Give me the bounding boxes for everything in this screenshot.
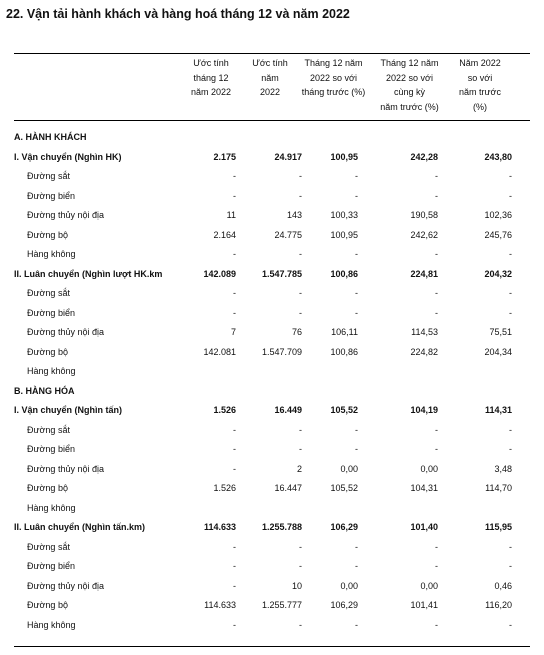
header-line: 2022 xyxy=(259,87,281,97)
table-row xyxy=(0,597,544,615)
cell-col-1: - xyxy=(233,249,236,259)
table-row xyxy=(0,500,544,518)
cell-col-1: 142.089 xyxy=(203,268,236,279)
cell-col-2: - xyxy=(299,541,302,552)
cell-col-3: - xyxy=(355,288,358,298)
table-row xyxy=(0,363,544,381)
cell-col-2: - xyxy=(299,424,302,435)
table-row xyxy=(0,344,544,362)
table-row xyxy=(0,519,544,537)
table-row xyxy=(0,539,544,557)
cell-col-4: - xyxy=(435,619,438,630)
table-row xyxy=(0,422,544,440)
row-label: Đường biển xyxy=(27,190,75,201)
cell-col-2: 16.449 xyxy=(274,405,302,415)
header-line: tháng trước (%) xyxy=(301,87,366,97)
cell-col-1: - xyxy=(233,190,236,201)
cell-col-4: - xyxy=(435,307,438,318)
cell-col-4: - xyxy=(435,541,438,552)
cell-col-3: 100,33 xyxy=(330,210,358,220)
cell-col-1: 11 xyxy=(226,210,236,220)
row-label: Hàng không xyxy=(27,502,76,513)
cell-col-5: 243,80 xyxy=(484,151,512,162)
cell-col-1: - xyxy=(233,580,236,591)
header-col-1 xyxy=(178,56,244,100)
row-label: Đường bộ xyxy=(27,483,68,493)
cell-col-4: - xyxy=(435,444,438,454)
cell-col-5: 204,32 xyxy=(484,268,512,279)
cell-col-5: 0,46 xyxy=(494,580,512,591)
cell-col-1: - xyxy=(233,307,236,318)
cell-col-3: 100,86 xyxy=(330,268,358,279)
cell-col-2: 1.255.777 xyxy=(261,600,302,610)
table-row xyxy=(0,266,544,284)
row-label: Hàng không xyxy=(27,249,76,259)
row-label: Đường thủy nội địa xyxy=(27,463,104,474)
cell-col-5: 75,51 xyxy=(489,327,512,337)
cell-col-5: - xyxy=(509,288,512,298)
cell-col-2: - xyxy=(299,190,302,201)
row-label: Đường sắt xyxy=(27,171,70,181)
header-line: Năm 2022 xyxy=(459,58,501,68)
cell-col-5: 245,76 xyxy=(484,229,512,240)
cell-col-4: 190,58 xyxy=(410,210,438,220)
cell-col-1: - xyxy=(233,288,236,298)
cell-col-5: - xyxy=(509,444,512,454)
row-label: Đường bộ xyxy=(27,346,68,357)
cell-col-2: - xyxy=(299,444,302,454)
cell-col-5: - xyxy=(509,307,512,318)
cell-col-2: - xyxy=(299,171,302,181)
cell-col-2: 1.547.785 xyxy=(261,268,302,279)
header-line: 2022 so với xyxy=(386,72,433,83)
cell-col-4: - xyxy=(435,249,438,259)
cell-col-2: 24.917 xyxy=(274,151,302,162)
row-label: Đường thủy nội địa xyxy=(27,210,104,220)
table-row xyxy=(0,305,544,323)
table-row xyxy=(0,285,544,303)
header-line: năm trước (%) xyxy=(380,101,439,112)
row-label: Đường thủy nội địa xyxy=(27,580,104,591)
cell-col-3: 106,29 xyxy=(330,600,358,610)
table-row xyxy=(0,207,544,225)
header-line: năm trước xyxy=(459,87,501,97)
cell-col-4: 104,31 xyxy=(410,483,438,493)
cell-col-4: 104,19 xyxy=(410,405,438,415)
cell-col-3: - xyxy=(355,190,358,201)
row-label: A. HÀNH KHÁCH xyxy=(14,132,87,142)
cell-col-2: 24.775 xyxy=(274,229,302,240)
cell-col-4: 242,28 xyxy=(410,151,438,162)
cell-col-5: 102,36 xyxy=(484,210,512,220)
cell-col-2: - xyxy=(299,619,302,630)
page-title: 22. Vận tải hành khách và hàng hoá tháng 12 và năm 2022 xyxy=(6,7,350,21)
row-label: B. HÀNG HÓA xyxy=(14,385,75,396)
cell-col-2: 1.547.709 xyxy=(261,346,302,357)
row-label: Đường bộ xyxy=(27,229,68,240)
header-line: (%) xyxy=(473,101,487,112)
cell-col-5: 115,95 xyxy=(484,522,512,532)
cell-col-4: - xyxy=(435,424,438,435)
row-label: I. Vận chuyển (Nghìn HK) xyxy=(14,151,122,162)
cell-col-3: 100,95 xyxy=(330,229,358,240)
table-top-rule xyxy=(14,53,530,54)
table-row xyxy=(0,168,544,186)
cell-col-1: 7 xyxy=(230,327,236,337)
cell-col-1: 1.526 xyxy=(213,405,236,415)
cell-col-4: 242,62 xyxy=(410,229,438,240)
table-row xyxy=(0,558,544,576)
table-row xyxy=(0,578,544,596)
cell-col-4: - xyxy=(435,190,438,201)
header-line: so với xyxy=(467,72,493,83)
cell-col-5: - xyxy=(509,171,512,181)
cell-col-4: - xyxy=(435,561,438,571)
cell-col-2: - xyxy=(299,249,302,259)
table-row xyxy=(0,246,544,264)
row-label: Đường biển xyxy=(27,444,75,454)
header-line: Tháng 12 năm xyxy=(380,58,439,68)
cell-col-4: 224,81 xyxy=(410,268,438,279)
cell-col-3: 100,86 xyxy=(330,346,358,357)
cell-col-2: 143 xyxy=(286,210,302,220)
cell-col-3: 0,00 xyxy=(340,580,358,591)
table-row xyxy=(0,441,544,459)
cell-col-5: 3,48 xyxy=(494,463,512,474)
cell-col-1: - xyxy=(233,171,236,181)
header-line: tháng 12 xyxy=(193,72,229,83)
header-line: Tháng 12 năm xyxy=(304,58,363,68)
section-heading-row xyxy=(0,383,544,401)
row-label: Đường sắt xyxy=(27,424,70,435)
cell-col-2: - xyxy=(299,288,302,298)
table-row xyxy=(0,324,544,342)
section-heading-row xyxy=(0,129,544,147)
cell-col-5: 204,34 xyxy=(484,346,512,357)
cell-col-3: 0,00 xyxy=(340,463,358,474)
cell-col-5: - xyxy=(509,190,512,201)
cell-col-1: 114.633 xyxy=(203,522,236,532)
cell-col-2: 2 xyxy=(296,463,302,474)
cell-col-1: - xyxy=(233,444,236,454)
cell-col-5: 116,20 xyxy=(485,600,512,610)
header-col-2 xyxy=(244,56,296,100)
row-label: II. Luân chuyển (Nghìn tấn.km) xyxy=(14,522,146,532)
cell-col-2: - xyxy=(299,561,302,571)
cell-col-3: - xyxy=(355,171,358,181)
cell-col-3: 100,95 xyxy=(330,151,358,162)
table-row xyxy=(0,149,544,167)
row-label: Đường biển xyxy=(27,561,75,571)
cell-col-4: 0,00 xyxy=(420,463,438,474)
header-line: Ước tính xyxy=(252,58,288,68)
cell-col-4: - xyxy=(435,288,438,298)
cell-col-3: 105,52 xyxy=(330,405,358,415)
cell-col-3: - xyxy=(355,444,358,454)
cell-col-2: 16.447 xyxy=(274,483,302,493)
header-col-4 xyxy=(371,56,448,114)
cell-col-1: - xyxy=(233,463,236,474)
cell-col-1: 2.175 xyxy=(213,151,236,162)
table-row xyxy=(0,402,544,420)
cell-col-1: 142.081 xyxy=(203,346,236,357)
cell-col-5: - xyxy=(509,561,512,571)
cell-col-1: - xyxy=(233,541,236,552)
cell-col-3: - xyxy=(355,249,358,259)
header-col-5 xyxy=(448,56,512,112)
cell-col-4: - xyxy=(435,171,438,181)
cell-col-1: 1.526 xyxy=(213,483,236,493)
cell-col-2: 76 xyxy=(291,327,302,337)
header-bottom-rule xyxy=(14,120,530,121)
row-label: Đường biển xyxy=(27,307,75,318)
cell-col-4: 0,00 xyxy=(420,580,438,591)
table-row xyxy=(0,480,544,498)
cell-col-5: - xyxy=(509,541,512,552)
cell-col-1: - xyxy=(233,424,236,435)
cell-col-3: 106,29 xyxy=(330,522,358,532)
row-label: I. Vận chuyển (Nghìn tấn) xyxy=(14,405,123,415)
cell-col-4: 224,82 xyxy=(410,346,438,357)
cell-col-5: - xyxy=(509,424,512,435)
cell-col-5: 114,70 xyxy=(485,483,512,493)
header-line: 2022 so với xyxy=(310,72,357,83)
cell-col-3: - xyxy=(355,541,358,552)
cell-col-4: 101,41 xyxy=(410,600,438,610)
cell-col-3: 105,52 xyxy=(330,483,358,493)
table-row xyxy=(0,227,544,245)
cell-col-5: - xyxy=(509,249,512,259)
cell-col-2: 10 xyxy=(291,580,302,591)
cell-col-3: 106,11 xyxy=(331,327,358,337)
row-label: Đường thủy nội địa xyxy=(27,327,104,337)
header-line: năm xyxy=(261,72,279,83)
cell-col-2: 1.255.788 xyxy=(261,522,302,532)
cell-col-3: - xyxy=(355,424,358,435)
cell-col-1: 114.633 xyxy=(204,600,236,610)
cell-col-5: 114,31 xyxy=(484,405,512,415)
cell-col-3: - xyxy=(355,307,358,318)
row-label: Hàng không xyxy=(27,619,76,630)
cell-col-1: 2.164 xyxy=(213,229,236,240)
header-col-3 xyxy=(296,56,371,100)
row-label: Hàng không xyxy=(27,366,76,376)
row-label: Đường sắt xyxy=(27,288,70,298)
cell-col-3: - xyxy=(355,619,358,630)
header-line: Ước tính xyxy=(193,58,229,68)
header-line: năm 2022 xyxy=(190,87,232,97)
cell-col-1: - xyxy=(233,619,236,630)
table-row xyxy=(0,188,544,206)
row-label: II. Luân chuyển (Nghìn lượt HK.km xyxy=(14,268,163,279)
cell-col-2: - xyxy=(299,307,302,318)
row-label: Đường bộ xyxy=(27,600,68,610)
cell-col-4: 114,53 xyxy=(411,327,438,337)
row-label: Đường sắt xyxy=(27,541,70,552)
cell-col-3: - xyxy=(355,561,358,571)
cell-col-4: 101,40 xyxy=(410,522,438,532)
table-row xyxy=(0,617,544,635)
cell-col-5: - xyxy=(509,619,512,630)
table-bottom-rule xyxy=(14,646,530,647)
cell-col-1: - xyxy=(233,561,236,571)
header-line: cùng kỳ xyxy=(393,87,426,97)
table-row xyxy=(0,461,544,479)
